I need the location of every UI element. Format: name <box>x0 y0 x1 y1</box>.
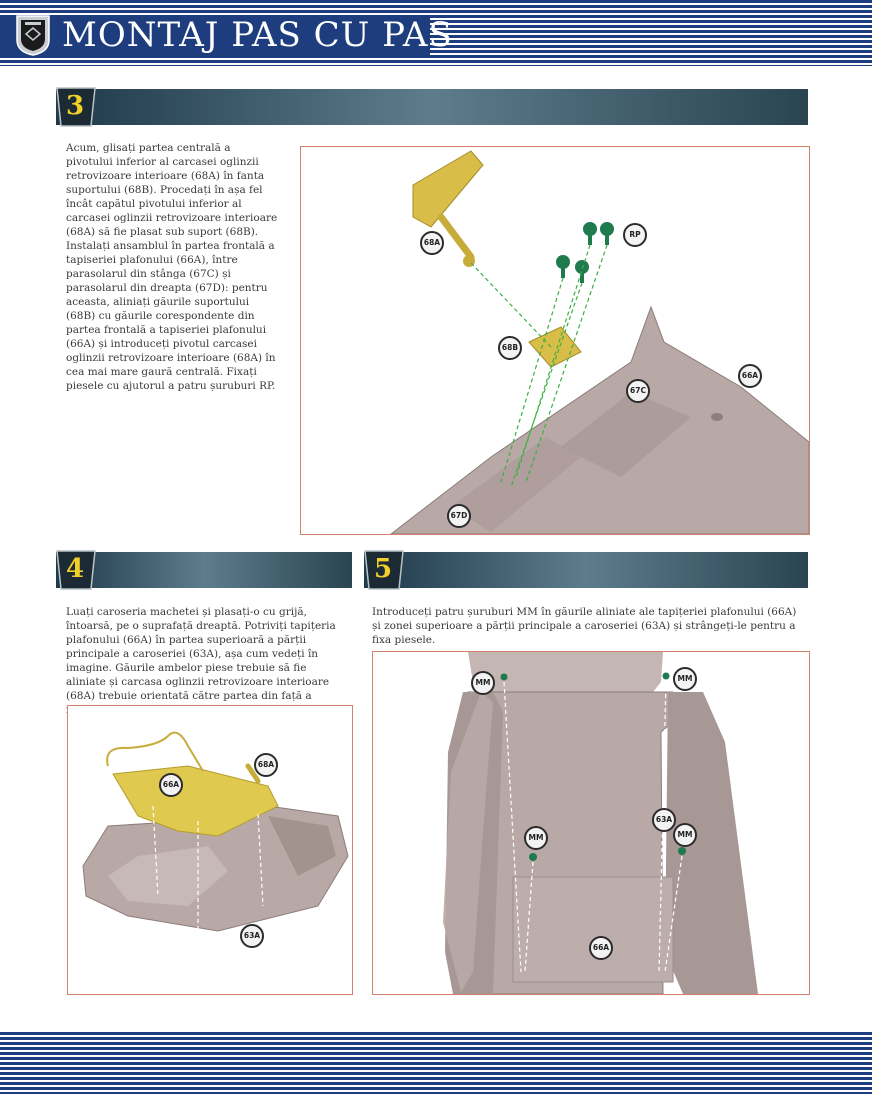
step-3-illustration <box>300 146 810 535</box>
step-5-text: Introduceți patru șuruburi MM în găurile aliniate ale tapițeriei plafonului (66A) și zonei superioare a părții principale a caroseriei (63A) și strângeți-le pentru a fixa piesele. <box>372 606 797 646</box>
label-mm-screw-top-right: MM <box>673 667 697 691</box>
label-67d-visor: 67D <box>447 504 471 528</box>
label-63a-body: 63A <box>240 924 264 948</box>
step-4-text: Luați caroseria machetei și plasați-o cu grijă, întoarsă, pe o suprafață dreaptă. Potriviți tapițeria plafonului (66A) în partea superioară a părții principale a caroseriei (63A), așa cum vedeți în imagine. Găurile ambelor piese trebuie să fie aliniate și carcasa oglinzii retrovizoare interioare (68A) trebuie orientată către partea din față a <box>66 606 336 702</box>
step-5-header-bar <box>364 552 808 588</box>
step-3-drawing <box>301 147 809 534</box>
label-mm-screw-bottom-left: MM <box>524 826 548 850</box>
step-3-header-bar <box>56 89 808 125</box>
label-68a-mirror: 68A <box>420 231 444 255</box>
step-4-header-bar <box>56 552 352 588</box>
brand-shield-icon <box>14 14 52 56</box>
step-4-number: 4 <box>65 554 85 584</box>
label-66a-headliner: 66A <box>159 773 183 797</box>
step-3-badge <box>56 87 96 127</box>
step-4-badge <box>56 550 96 590</box>
label-68a-mirror: 68A <box>254 753 278 777</box>
label-63a-body: 63A <box>652 808 676 832</box>
label-mm-screw-bottom-right: MM <box>673 823 697 847</box>
page-title: MONTAJ PAS CU PAS <box>62 15 453 55</box>
step-3-text: Acum, glisați partea centrală a pivotului inferior al carcasei oglinzii retrovizoare interioare (68A) în fanta suportului (68B). Procedați în așa fel încât capătul pivotului inferior al carcasei oglinzii retrovizoare interioare (68A) să fie plasat sub suport (68B). Instalați ansamblul în partea frontală a tapiseriei plafonului (66A), între parasolarul din stânga (67C) și parasolarul din dreapta (67D): pentru aceasta, aliniați găurile suportului (68B) cu găurile corespondente din partea frontală a tapiseriei plafonului (66A) și introduceți pivotul carcasei oglinzii retrovizoare interioare (68A) în cea mai mare gaură centrală. Fixați piesele cu ajutorul a patru șuruburi RP. <box>66 142 278 392</box>
step-5-badge <box>364 550 404 590</box>
label-66a-headliner: 66A <box>738 364 762 388</box>
label-rp-screws: RP <box>623 223 647 247</box>
footer-band <box>0 1032 872 1094</box>
label-67c-visor: 67C <box>626 379 650 403</box>
step-5-illustration <box>372 651 810 995</box>
step-4-drawing <box>68 706 352 994</box>
label-68b-bracket: 68B <box>498 336 522 360</box>
step-4-illustration <box>67 705 353 995</box>
step-3-number: 3 <box>65 91 85 121</box>
label-mm-screw-top-left: MM <box>471 671 495 695</box>
step-5-number: 5 <box>373 554 393 584</box>
label-66a-headliner: 66A <box>589 936 613 960</box>
